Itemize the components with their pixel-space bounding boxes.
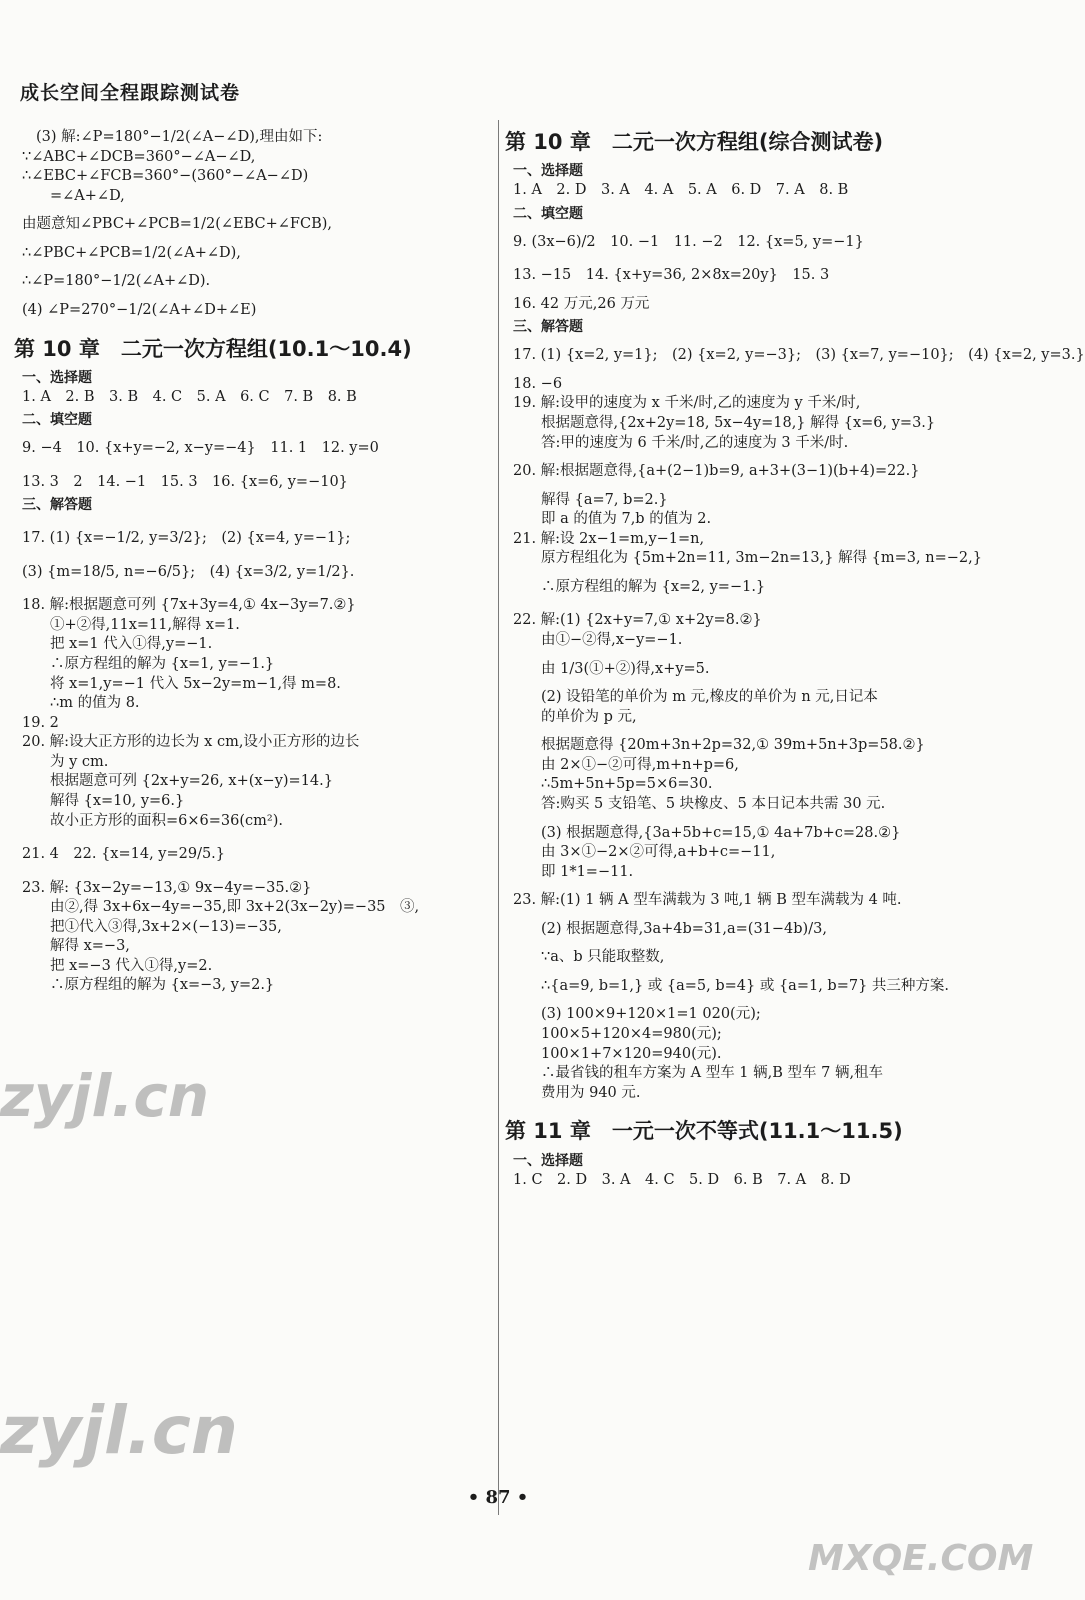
answer-line: 把①代入③得,3x+2×(−13)=−35,: [50, 918, 282, 935]
answer-line: 由 3×①−2×②可得,a+b+c=−11,: [541, 844, 776, 861]
answer-line: (2) 根据题意得,3a+4b=31,a=(31−4b)/3,: [541, 920, 827, 937]
answer-line: 由①−②得,x−y=−1.: [541, 632, 683, 649]
answer-line: ∵a、b 只能取整数,: [541, 949, 665, 966]
answer-line: 19. 解:设甲的速度为 x 千米/时,乙的速度为 y 千米/时,: [513, 395, 861, 412]
answer-line: ∵∠ABC+∠DCB=360°−∠A−∠D,: [22, 148, 256, 165]
answer-line: 1. A 2. B 3. B 4. C 5. A 6. C 7. B 8. B: [22, 388, 357, 405]
answer-line: (2) 设铅笔的单价为 m 元,橡皮的单价为 n 元,日记本: [541, 689, 878, 706]
answer-line: (3) 解:∠P=180°−1/2(∠A−∠D),理由如下:: [36, 129, 323, 145]
answer-line: 原方程组化为 {5m+2n=11, 3m−2n=13,} 解得 {m=3, n=−2,}: [541, 550, 982, 567]
answer-line: 费用为 940 元.: [541, 1084, 641, 1101]
answer-line: 18. 解:根据题意可列 {7x+3y=4,① 4x−3y=7.②}: [22, 597, 356, 614]
answer-line: ①+②得,11x=11,解得 x=1.: [50, 616, 240, 633]
answer-line: 即 a 的值为 7,b 的值为 2.: [541, 511, 712, 528]
answer-line: 把 x=1 代入①得,y=−1.: [50, 636, 213, 653]
answer-line: ∴m 的值为 8.: [50, 695, 140, 712]
watermark: MXQE.COM: [808, 1538, 1034, 1579]
answer-line: ∴∠PBC+∠PCB=1/2(∠A+∠D),: [22, 244, 241, 261]
answer-line: 由题意知∠PBC+∠PCB=1/2(∠EBC+∠FCB),: [22, 216, 333, 233]
answer-line: 根据题意得,{2x+2y=18, 5x−4y=18,} 解得 {x=6, y=3.}: [541, 414, 936, 431]
section-heading: 一、选择题: [513, 1152, 583, 1169]
answer-line: ∴原方程组的解为 {x=1, y=−1.}: [50, 656, 275, 673]
answer-line: 13. 3 2 14. −1 15. 3 16. {x=6, y=−10}: [22, 473, 348, 490]
section-heading: 二、填空题: [22, 412, 92, 429]
answer-line: ∴原方程组的解为 {x=2, y=−1.}: [541, 578, 766, 595]
watermark: zyjl.cn: [0, 1392, 238, 1469]
answer-line: ∴{a=9, b=1,} 或 {a=5, b=4} 或 {a=1, b=7} 共三种方案.: [541, 977, 950, 994]
section-heading: 一、选择题: [22, 369, 92, 386]
answer-line: ∴5m+5n+5p=5×6=30.: [541, 776, 713, 793]
header-title: 成长空间全程跟踪测试卷: [20, 82, 241, 104]
answer-line: 20. 解:根据题意得,{a+(2−1)b=9, a+3+(3−1)(b+4)=22.}: [513, 463, 920, 480]
answer-line: 9. −4 10. {x+y=−2, x−y=−4} 11. 1 12. y=0: [22, 440, 379, 457]
answer-line: 答:甲的速度为 6 千米/时,乙的速度为 3 千米/时.: [541, 434, 849, 451]
answer-line: 9. (3x−6)/2 10. −1 11. −2 12. {x=5, y=−1}: [513, 233, 864, 250]
section-heading: 三、解答题: [513, 319, 583, 336]
answer-line: 根据题意得 {20m+3n+2p=32,① 39m+5n+3p=58.②}: [541, 737, 925, 754]
answer-line: 23. 解:(1) 1 辆 A 型车满载为 3 吨,1 辆 B 型车满载为 4 吨.: [513, 892, 902, 909]
answer-line: 17. (1) {x=−1/2, y=3/2}; (2) {x=4, y=−1};: [22, 530, 351, 547]
answer-line: 21. 解:设 2x−1=m,y−1=n,: [513, 530, 705, 547]
answer-line: 由②,得 3x+6x−4y=−35,即 3x+2(3x−2y)=−35 ③,: [50, 899, 420, 916]
right-column: [505, 128, 1085, 1190]
answer-line: ∴∠P=180°−1/2(∠A+∠D).: [22, 273, 211, 290]
left-column: [14, 128, 487, 996]
column-divider: [498, 120, 499, 1515]
answer-line: 为 y cm.: [50, 753, 109, 770]
answer-line: (3) 100×9+120×1=1 020(元);: [541, 1006, 761, 1023]
answer-line: 16. 42 万元,26 万元: [513, 295, 650, 312]
answer-line: 将 x=1,y=−1 代入 5x−2y=m−1,得 m=8.: [50, 675, 341, 692]
answer-line: (3) 根据题意得,{3a+5b+c=15,① 4a+7b+c=28.②}: [541, 824, 901, 841]
answer-line: 把 x=−3 代入①得,y=2.: [50, 957, 213, 974]
page-number: • 87 •: [467, 1487, 529, 1508]
section-heading: 一、选择题: [513, 163, 583, 180]
answer-line: 由 2×①−②可得,m+n+p=6,: [541, 756, 739, 773]
answer-line: 23. 解: {3x−2y=−13,① 9x−4y=−35.②}: [22, 879, 312, 896]
answer-line: 1. C 2. D 3. A 4. C 5. D 6. B 7. A 8. D: [513, 1171, 851, 1188]
answer-line: 即 1*1=−11.: [541, 863, 634, 880]
answer-line: 故小正方形的面积=6×6=36(cm²).: [50, 812, 283, 829]
answer-line: 解得 x=−3,: [50, 938, 130, 955]
answer-line: 17. (1) {x=2, y=1}; (2) {x=2, y=−3}; (3) {x=7, y=−10}; (4) {x=2, y=3.}: [513, 347, 1085, 364]
section-heading: 二、填空题: [513, 205, 583, 222]
answer-line: 20. 解:设大正方形的边长为 x cm,设小正方形的边长: [22, 734, 360, 751]
answer-line: 解得 {x=10, y=6.}: [50, 792, 185, 809]
answer-line: 19. 2: [22, 714, 59, 731]
chapter-title: 第 10 章 二元一次方程组(10.1～10.4): [14, 336, 412, 361]
answer-line: (3) {m=18/5, n=−6/5}; (4) {x=3/2, y=1/2}.: [22, 563, 355, 580]
chapter-title: 第 11 章 一元一次不等式(11.1～11.5): [505, 1119, 903, 1144]
answer-line: 的单价为 p 元,: [541, 708, 637, 725]
answer-line: (4) ∠P=270°−1/2(∠A+∠D+∠E): [22, 301, 257, 318]
answer-line: 18. −6: [513, 375, 563, 392]
answer-line: ∴原方程组的解为 {x=−3, y=2.}: [50, 977, 275, 994]
answer-line: 100×5+120×4=980(元);: [541, 1026, 722, 1043]
watermark: zyjl.cn: [0, 1062, 210, 1130]
answer-line: 13. −15 14. {x+y=36, 2×8x=20y} 15. 3: [513, 267, 830, 284]
answer-line: 21. 4 22. {x=14, y=29/5.}: [22, 846, 226, 863]
answer-line: 根据题意可列 {2x+y=26, x+(x−y)=14.}: [50, 773, 333, 790]
answer-line: 解得 {a=7, b=2.}: [541, 491, 668, 508]
answer-line: ∴∠EBC+∠FCB=360°−(360°−∠A−∠D): [22, 168, 309, 185]
answer-line: 22. 解:(1) {2x+y=7,① x+2y=8.②}: [513, 612, 762, 629]
answer-line: ∴最省钱的租车方案为 A 型车 1 辆,B 型车 7 辆,租车: [541, 1065, 884, 1082]
chapter-title: 第 10 章 二元一次方程组(综合测试卷): [505, 130, 884, 154]
answer-line: =∠A+∠D,: [50, 187, 125, 204]
answer-line: 1. A 2. D 3. A 4. A 5. A 6. D 7. A 8. B: [513, 182, 849, 199]
section-heading: 三、解答题: [22, 497, 92, 514]
answer-line: 100×1+7×120=940(元).: [541, 1045, 722, 1062]
answer-line: 答:购买 5 支铅笔、5 块橡皮、5 本日记本共需 30 元.: [541, 795, 886, 812]
answer-line: 由 1/3(①+②)得,x+y=5.: [541, 660, 710, 677]
